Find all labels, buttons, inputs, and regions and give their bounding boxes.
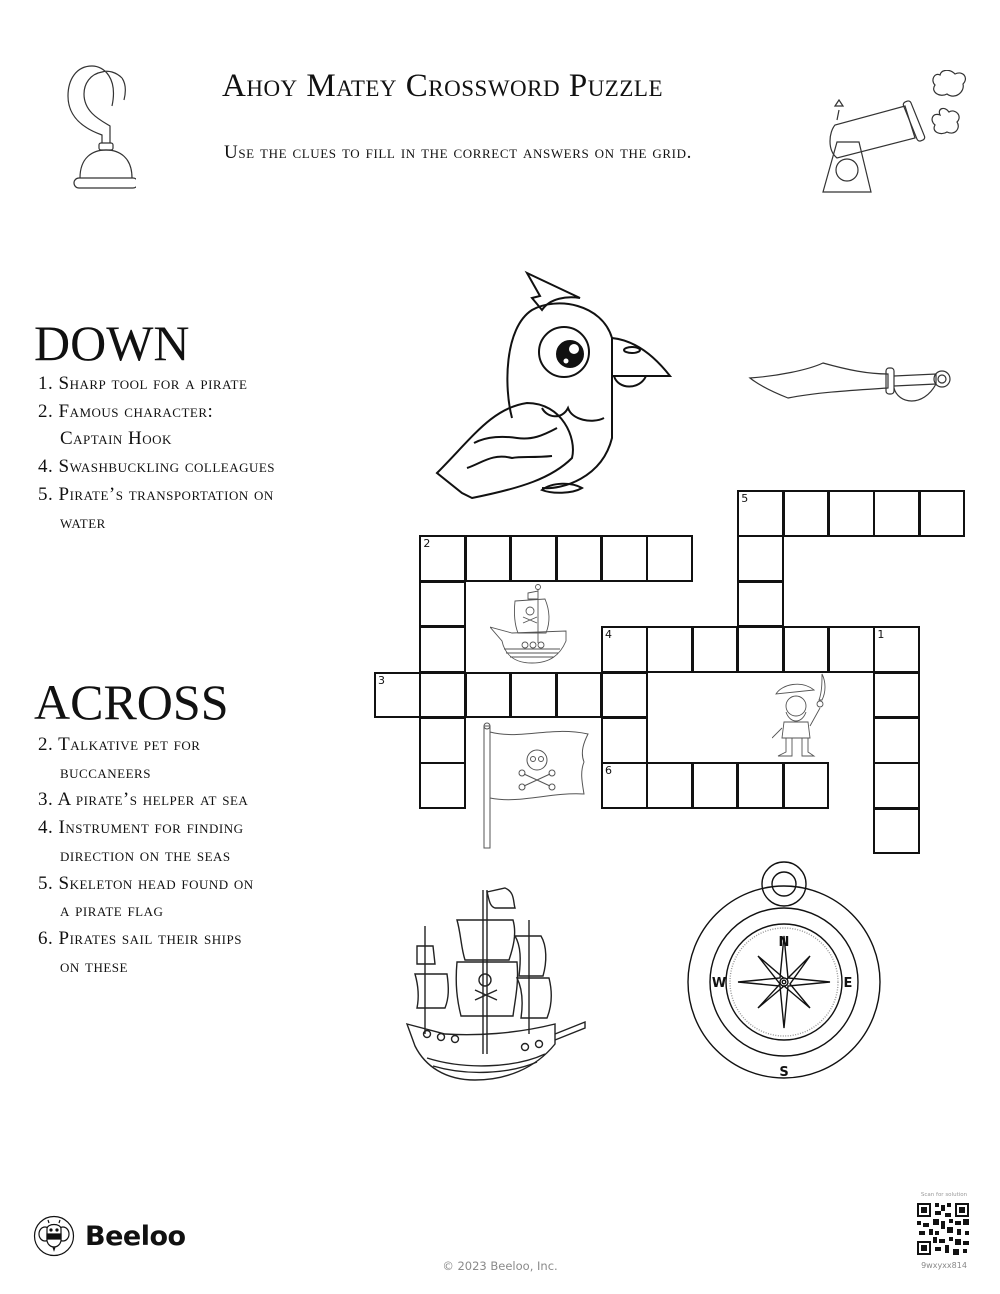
crossword-cell[interactable] [737, 762, 784, 809]
crossword-cell[interactable] [601, 762, 648, 809]
cell-number: 4 [605, 628, 612, 642]
across-clue-2: 2. Talkative pet for buccaneers [38, 734, 201, 783]
crossword-cell[interactable] [783, 626, 830, 673]
crossword-cell[interactable] [828, 490, 875, 537]
cannon-icon [815, 70, 975, 195]
pirate-captain-icon [772, 672, 830, 758]
crossword-cell[interactable] [873, 672, 920, 719]
parrot-icon [432, 268, 672, 500]
crossword-cell[interactable] [873, 490, 920, 537]
crossword-cell[interactable] [419, 535, 466, 582]
crossword-cell[interactable] [601, 626, 648, 673]
brand-name: Beeloo [85, 1220, 186, 1252]
bee-logo-icon [33, 1215, 75, 1257]
crossword-cell[interactable] [646, 535, 693, 582]
crossword-cell[interactable] [556, 672, 603, 719]
down-clue-2: 2. Famous character: Captain Hook [38, 400, 214, 450]
crossword-cell[interactable] [873, 762, 920, 809]
copyright: © 2023 Beeloo, Inc. [442, 1259, 558, 1273]
across-heading: ACROSS [34, 674, 229, 730]
crossword-cell[interactable] [873, 717, 920, 764]
crossword-cell[interactable] [510, 535, 557, 582]
crossword-cell[interactable] [419, 626, 466, 673]
across-clue-3: 3. A pirate’s helper at sea [38, 789, 249, 811]
pirate-ship-large-icon [405, 884, 587, 1084]
across-clue-5: 5. Skeleton head found on a pirate flag [38, 872, 254, 922]
down-heading: DOWN [34, 315, 190, 371]
cell-number: 3 [378, 673, 385, 687]
crossword-cell[interactable] [873, 808, 920, 855]
sword-icon [748, 360, 953, 410]
cell-number: 1 [877, 628, 885, 642]
crossword-cell[interactable] [465, 672, 512, 719]
compass-east: E [843, 976, 853, 991]
crossword-cell[interactable] [465, 535, 512, 582]
crossword-cell[interactable] [510, 672, 557, 719]
crossword-cell[interactable] [873, 626, 920, 673]
across-clue-4: 4. Instrument for finding direction on the seas [38, 817, 244, 866]
crossword-cell[interactable] [601, 672, 648, 719]
down-clue-list [38, 370, 278, 536]
compass-icon [686, 858, 882, 1080]
brand-logo [33, 1215, 186, 1257]
page-title: Ahoy Matey Crossword Puzzle [222, 68, 663, 104]
crossword-cell[interactable] [783, 762, 830, 809]
compass-north: N [778, 935, 790, 950]
crossword-cell[interactable] [692, 762, 739, 809]
qr-id: 9wxyxx814 [921, 1261, 967, 1270]
crossword-cell[interactable] [646, 626, 693, 673]
compass-south: S [779, 1065, 789, 1080]
crossword-cell[interactable] [737, 626, 784, 673]
pirate-ship-small-icon [490, 583, 572, 665]
crossword-cell[interactable] [419, 717, 466, 764]
crossword-cell[interactable] [737, 535, 784, 582]
compass-west: W [711, 976, 727, 991]
crossword-cell[interactable] [601, 535, 648, 582]
crossword-cell[interactable] [828, 626, 875, 673]
across-clue-list [38, 731, 263, 980]
instructions: Use the clues to fill in the correct answers on the grid. [224, 142, 692, 163]
qr-label: Scan for solution [920, 1192, 968, 1198]
crossword-cell[interactable] [692, 626, 739, 673]
crossword-cell[interactable] [419, 762, 466, 809]
crossword-cell[interactable] [737, 581, 784, 628]
crossword-cell[interactable] [919, 490, 966, 537]
crossword-cell[interactable] [374, 672, 421, 719]
hook-icon [66, 58, 136, 208]
crossword-cell[interactable] [419, 672, 466, 719]
down-clue-1: 1. Sharp tool for a pirate [38, 373, 248, 394]
crossword-cell[interactable] [737, 490, 784, 537]
down-clue-5: 5. Pirate’s transportation on water [38, 483, 274, 533]
across-clue-6: 6. Pirates sail their ships on these [38, 927, 242, 977]
crossword-cell[interactable] [556, 535, 603, 582]
crossword-cell[interactable] [601, 717, 648, 764]
qr-code-icon[interactable] [917, 1203, 969, 1255]
down-clue-4: 4. Swashbuckling colleagues [38, 456, 276, 478]
cell-number: 6 [605, 764, 612, 778]
pirate-flag-icon [480, 722, 595, 850]
crossword-cell[interactable] [646, 762, 693, 809]
cell-number: 5 [741, 492, 749, 505]
crossword-cell[interactable] [419, 581, 466, 628]
cell-number: 2 [423, 537, 431, 551]
crossword-cell[interactable] [783, 490, 830, 537]
